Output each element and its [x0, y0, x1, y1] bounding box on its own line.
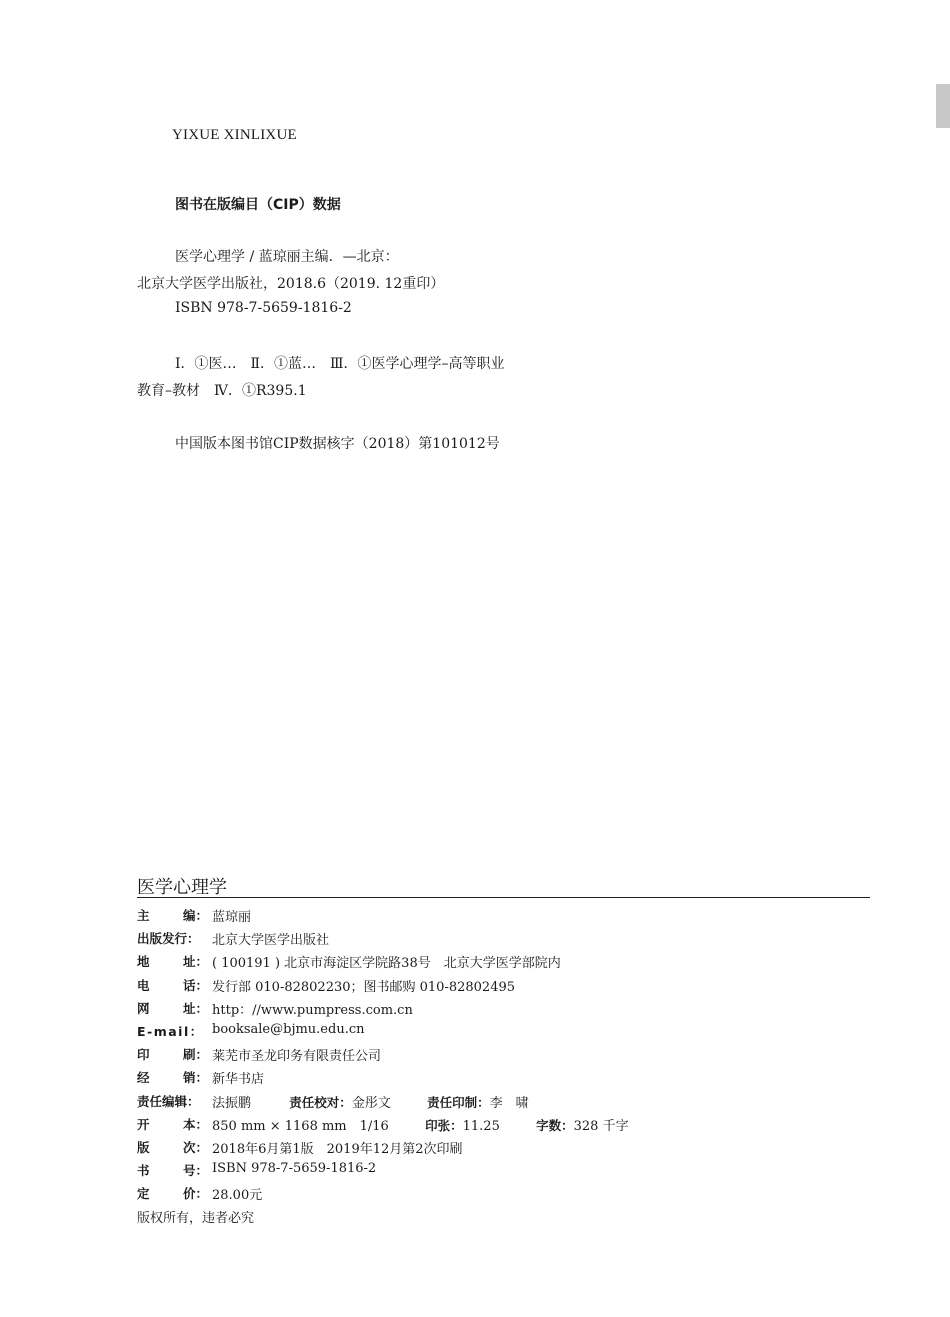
edition-value: 2018年6月第1版 2019年12月第2次印刷 [212, 1141, 463, 1157]
editor-value: 蓝琼丽 [212, 910, 252, 925]
info-row-editor [137, 906, 877, 929]
label: 价： [183, 1186, 209, 1202]
cip-line-3: ISBN 978-7-5659-1816-2 [175, 300, 352, 316]
responsible-editor: 法振鹏 [212, 1095, 252, 1111]
label: 销： [183, 1070, 209, 1086]
cip-line-5: 教育–教材 Ⅳ．①R395.1 [137, 383, 307, 399]
format-value: 850 mm × 1168 mm 1/16 [212, 1118, 389, 1134]
sheets-label: 印张： [425, 1117, 463, 1133]
print-label: 责任印制： [427, 1094, 490, 1110]
info-row-price [137, 1184, 877, 1207]
info-row-website [137, 999, 877, 1022]
publisher-value: 北京大学医学出版社 [212, 933, 330, 949]
label: 次： [183, 1139, 209, 1155]
info-row-phone [137, 976, 877, 999]
label: 本： [183, 1116, 209, 1132]
label: 经 [137, 1070, 150, 1086]
label: 话： [183, 977, 209, 993]
info-row-copyright [137, 1207, 877, 1230]
staff-line [212, 1092, 529, 1111]
cip-line-4: Ⅰ．①医… Ⅱ．①蓝… Ⅲ．①医学心理学–高等职业 [175, 356, 505, 372]
label: 主 [137, 908, 150, 923]
proof-label: 责任校对： [289, 1094, 352, 1110]
copyright-notice: 版权所有，违者必究 [137, 1211, 255, 1227]
label: 址： [183, 1000, 209, 1016]
responsible-proofreader: 金彤文 [351, 1095, 391, 1111]
info-row-edition [137, 1138, 877, 1161]
page-edge-tab [936, 84, 950, 128]
website-link[interactable]: http：//www.pumpress.com.cn [212, 1002, 413, 1018]
cip-line-1: 医学心理学 / 蓝琼丽主编．—北京： [175, 249, 399, 265]
sheets-value: 11.25 [462, 1118, 500, 1134]
info-row-staff [137, 1092, 877, 1115]
label: 责任编辑： [137, 1093, 200, 1109]
label: E-mail： [137, 1023, 204, 1039]
info-row-isbn [137, 1161, 877, 1184]
phone-value: 发行部 010-82802230；图书邮购 010-82802495 [212, 979, 516, 995]
info-row-publisher [137, 929, 877, 952]
label: 网 [137, 1000, 150, 1016]
cip-line-2: 北京大学医学出版社，2018.6（2019. 12重印） [137, 276, 445, 292]
label: 版 [137, 1139, 150, 1155]
words-value: 328 千字 [573, 1118, 629, 1134]
responsible-printing: 李 啸 [489, 1095, 529, 1111]
label: 号： [183, 1163, 209, 1179]
label: 地 [137, 954, 150, 970]
label: 出版发行： [137, 931, 200, 947]
pinyin-title: YIXUE XINLIXUE [172, 127, 297, 143]
publication-info [137, 906, 877, 1231]
info-row-address [137, 952, 877, 975]
label: 定 [137, 1186, 150, 1202]
words-label: 字数： [536, 1117, 574, 1133]
cip-line-6: 中国版本图书馆CIP数据核字（2018）第101012号 [175, 436, 500, 452]
info-row-format [137, 1115, 877, 1138]
format-line [212, 1115, 629, 1134]
info-row-distributor [137, 1068, 877, 1091]
label: 开 [137, 1116, 150, 1132]
info-row-printer [137, 1045, 877, 1068]
isbn-value: ISBN 978-7-5659-1816-2 [212, 1161, 377, 1177]
cip-heading: 图书在版编目（CIP）数据 [175, 197, 341, 213]
title-divider [137, 897, 870, 898]
info-row-email [137, 1022, 877, 1045]
label: 电 [137, 977, 150, 993]
distributor-value: 新华书店 [212, 1072, 265, 1088]
book-title: 医学心理学 [137, 877, 227, 898]
address-value: ( 100191 ) 北京市海淀区学院路38号 北京大学医学部院内 [212, 956, 561, 972]
email-link[interactable]: booksale@bjmu.edu.cn [212, 1021, 365, 1037]
label: 书 [137, 1163, 150, 1179]
label: 址： [183, 954, 209, 970]
label: 编： [183, 908, 209, 923]
label: 印 [137, 1047, 150, 1063]
printer-value: 莱芜市圣龙印务有限责任公司 [212, 1049, 382, 1065]
price-value: 28.00元 [212, 1188, 263, 1204]
label: 刷： [183, 1047, 209, 1063]
